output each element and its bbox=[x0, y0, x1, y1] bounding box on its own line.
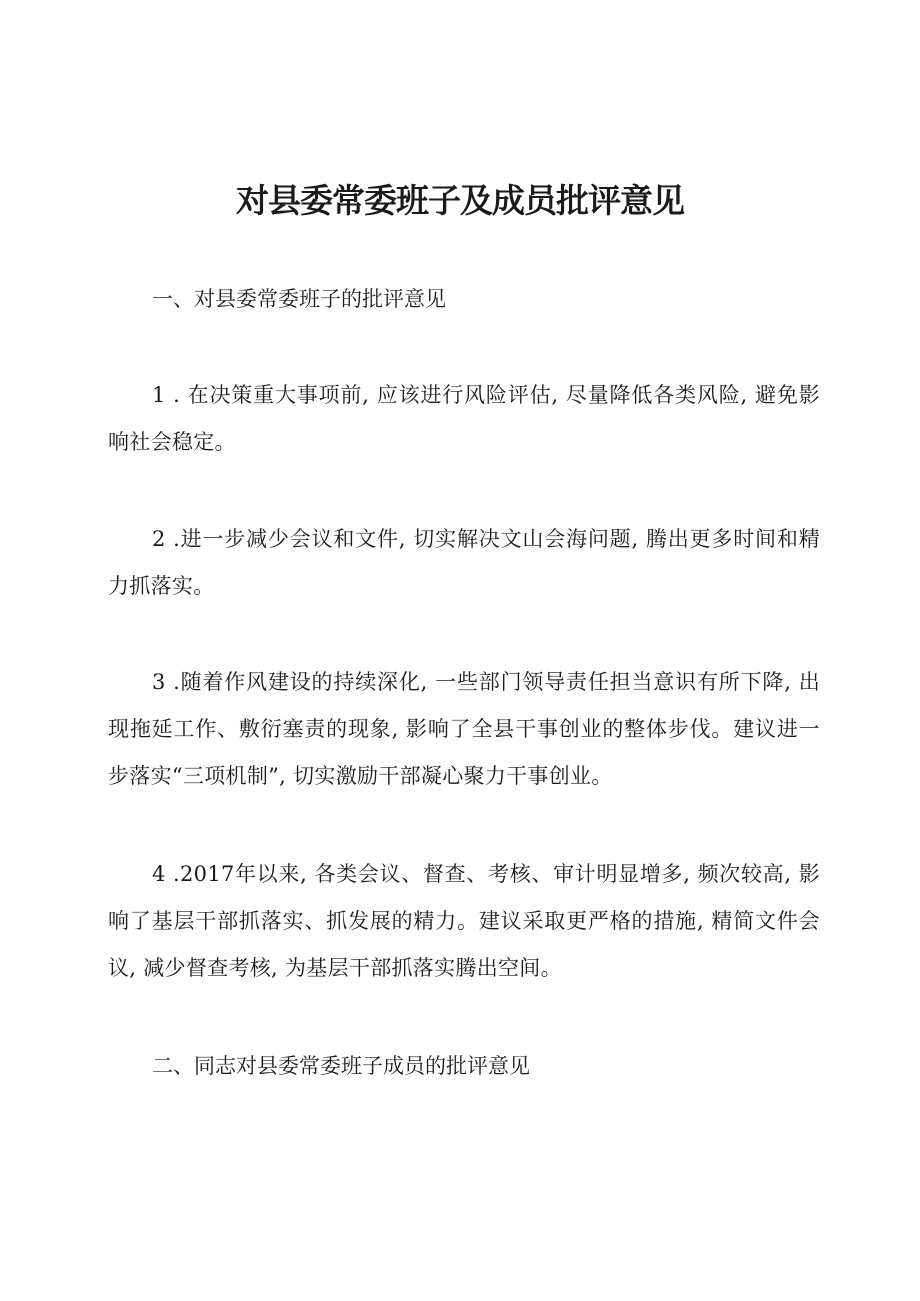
paragraph-item-2: 2 .进一步减少会议和文件, 切实解决文山会海问题, 腾出更多时间和精力抓落实。 bbox=[108, 527, 820, 598]
paragraph-item-1: 1 . 在决策重大事项前, 应该进行风险评估, 尽量降低各类风险, 避免影响社会稳定。 bbox=[108, 383, 820, 454]
section-heading-1: 一、对县委常委班子的批评意见 bbox=[152, 287, 446, 311]
document-title: 对县委常委班子及成员批评意见 bbox=[236, 181, 684, 220]
paragraph-item-3: 3 .随着作风建设的持续深化, 一些部门领导责任担当意识有所下降, 出现拖延工作、敷衍塞责的现象, 影响了全县干事创业的整体步伐。建议进一步落实“三项机制”, 切实激励干部凝心聚力干事创业。 bbox=[108, 670, 820, 788]
section-heading-2: 二、同志对县委常委班子成员的批评意见 bbox=[152, 1054, 530, 1078]
paragraph-item-4: 4 .2017年以来, 各类会议、督查、考核、审计明显增多, 频次较高, 影响了基层干部抓落实、抓发展的精力。建议采取更严格的措施, 精简文件会议, 减少督查考核, 为基层干部抓落实腾出空间。 bbox=[108, 862, 820, 980]
